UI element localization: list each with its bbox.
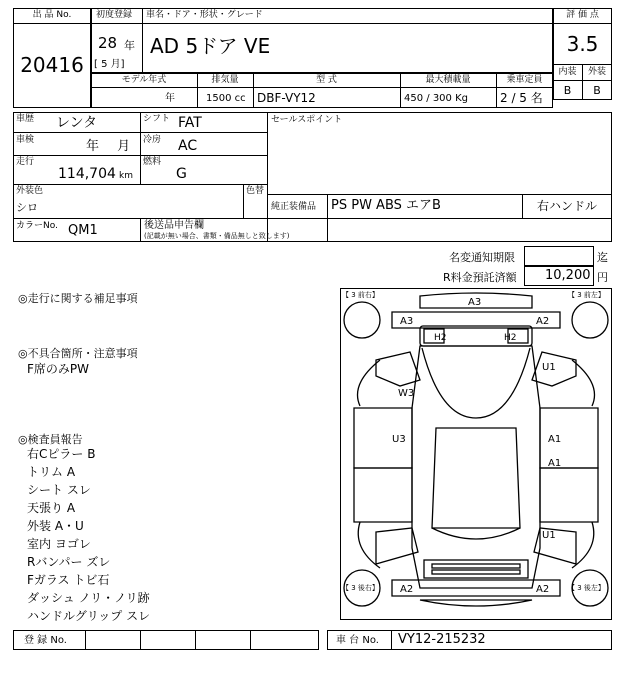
sales-point-label: セールスポイント <box>271 115 343 125</box>
steering-value: 右ハンドル <box>536 199 597 213</box>
name-change-box <box>524 246 594 266</box>
inspector-item: 右Cピラー B <box>27 447 96 461</box>
damage-mark: A1 <box>548 458 562 469</box>
inspection-value: 年 月 <box>86 139 131 154</box>
inspector-item: ダッシュ ノリ・ノリ跡 <box>27 591 150 605</box>
fuel-value: G <box>176 166 187 182</box>
car-name-label: 車名・ドア・形状・グレード <box>146 10 263 20</box>
model-code-label: 型 式 <box>316 75 337 85</box>
car-name: AD 5ドア VE <box>150 34 271 58</box>
capacity-value: 2 / 5 名 <box>500 91 543 105</box>
exterior-label: 外装 <box>587 67 606 77</box>
capacity-label: 乗車定員 <box>506 75 543 85</box>
ac-value: AC <box>178 138 198 154</box>
inspector-label: ◎検査員報告 <box>18 433 83 446</box>
interior-grade: B <box>563 84 572 97</box>
inspector-item: ハンドルグリップ スレ <box>27 609 151 623</box>
damage-mark: A2 <box>536 316 550 327</box>
corner-rear-left: 【 3 後左】 <box>568 584 605 592</box>
color-no-value: QM1 <box>68 223 98 238</box>
recycle-label: R料金預託済額 <box>443 271 517 284</box>
shift-value: FAT <box>178 115 202 131</box>
inspection-label: 車検 <box>16 135 35 145</box>
inspector-item: Rバンパー ズレ <box>27 555 111 569</box>
recycle-unit: 円 <box>597 271 608 284</box>
model-code-value: DBF-VY12 <box>257 91 316 105</box>
chassis-label: 車 台 No. <box>336 635 379 646</box>
damage-mark: H2 <box>434 333 447 343</box>
score-value: 3.5 <box>566 32 599 56</box>
shift-label: シフト <box>143 114 171 124</box>
ext-color-value: シロ <box>16 201 38 214</box>
ext-color-label: 外装色 <box>16 186 44 196</box>
first-reg-label: 初度登録 <box>96 10 133 20</box>
displacement-value: 1500 cc <box>206 93 246 104</box>
exterior-grade: B <box>593 84 601 97</box>
inspector-item: トリム A <box>27 465 76 479</box>
driving-notes-label: ◎走行に関する補足事項 <box>18 292 138 305</box>
defect-item: F席のみPW <box>27 362 90 376</box>
mileage-unit: km <box>119 171 133 181</box>
displacement-label: 排気量 <box>211 75 239 85</box>
damage-mark: A2 <box>400 584 414 595</box>
score-label: 評 価 点 <box>566 10 599 20</box>
aftermarket-label: 後送品申告欄 <box>144 220 204 231</box>
mileage-value: 114,704 <box>58 166 116 182</box>
recycle-value: 10,200 <box>545 268 591 283</box>
color-no-label: カラーNo. <box>16 221 58 231</box>
inspector-item: 外装 A・U <box>27 519 84 533</box>
car-damage-diagram <box>340 288 612 620</box>
first-reg-month: [ 5 月] <box>94 59 125 70</box>
equipment-label: 純正装備品 <box>271 202 317 212</box>
damage-mark: U1 <box>542 362 556 373</box>
history-value: レンタ <box>56 115 98 131</box>
year-unit: 年 <box>124 39 135 52</box>
inspector-item: Fガラス トビ石 <box>27 573 110 587</box>
interior-label: 内装 <box>558 67 577 77</box>
defects-label: ◎不具合箇所・注意事項 <box>18 347 138 360</box>
chassis-value: VY12-215232 <box>398 632 486 647</box>
model-year-value: 年 <box>165 93 175 104</box>
max-load-value: 450 / 300 Kg <box>404 93 468 104</box>
damage-mark: W3 <box>398 388 415 399</box>
corner-front-right: 【 3 前右】 <box>342 291 379 299</box>
mileage-label: 走行 <box>16 157 35 167</box>
reg-no-label: 登 録 No. <box>24 635 67 646</box>
damage-mark: A2 <box>536 584 550 595</box>
history-label: 車歴 <box>16 114 35 124</box>
damage-mark: A3 <box>468 297 482 308</box>
inspector-item: 室内 ヨゴレ <box>27 537 91 551</box>
damage-mark: A3 <box>400 316 414 327</box>
damage-mark: A1 <box>548 434 562 445</box>
name-change-label: 名変通知期限 <box>449 251 515 264</box>
corner-front-left: 【 3 前左】 <box>568 291 605 299</box>
first-reg-year: 28 <box>98 34 118 52</box>
aftermarket-note: (記載が無い場合、書類・備品無しと致します) <box>144 232 290 240</box>
equipment-value: PS PW ABS エアB <box>331 198 441 213</box>
ac-label: 冷房 <box>143 135 162 145</box>
name-change-unit: 迄 <box>597 251 608 264</box>
fuel-label: 燃料 <box>143 157 162 167</box>
damage-mark: U3 <box>392 434 406 445</box>
inspector-item: シート スレ <box>27 483 91 497</box>
model-year-label: モデル年式 <box>121 75 167 85</box>
damage-mark: U1 <box>542 530 556 541</box>
max-load-label: 最大積載量 <box>425 75 471 85</box>
damage-mark: H2 <box>504 333 517 343</box>
lot-no: 20416 <box>20 53 84 77</box>
color-change-label: 色替 <box>246 186 265 196</box>
inspector-item: 天張り A <box>27 501 76 515</box>
corner-rear-right: 【 3 後右】 <box>342 584 379 592</box>
lot-no-label: 出 品 No. <box>32 10 72 20</box>
